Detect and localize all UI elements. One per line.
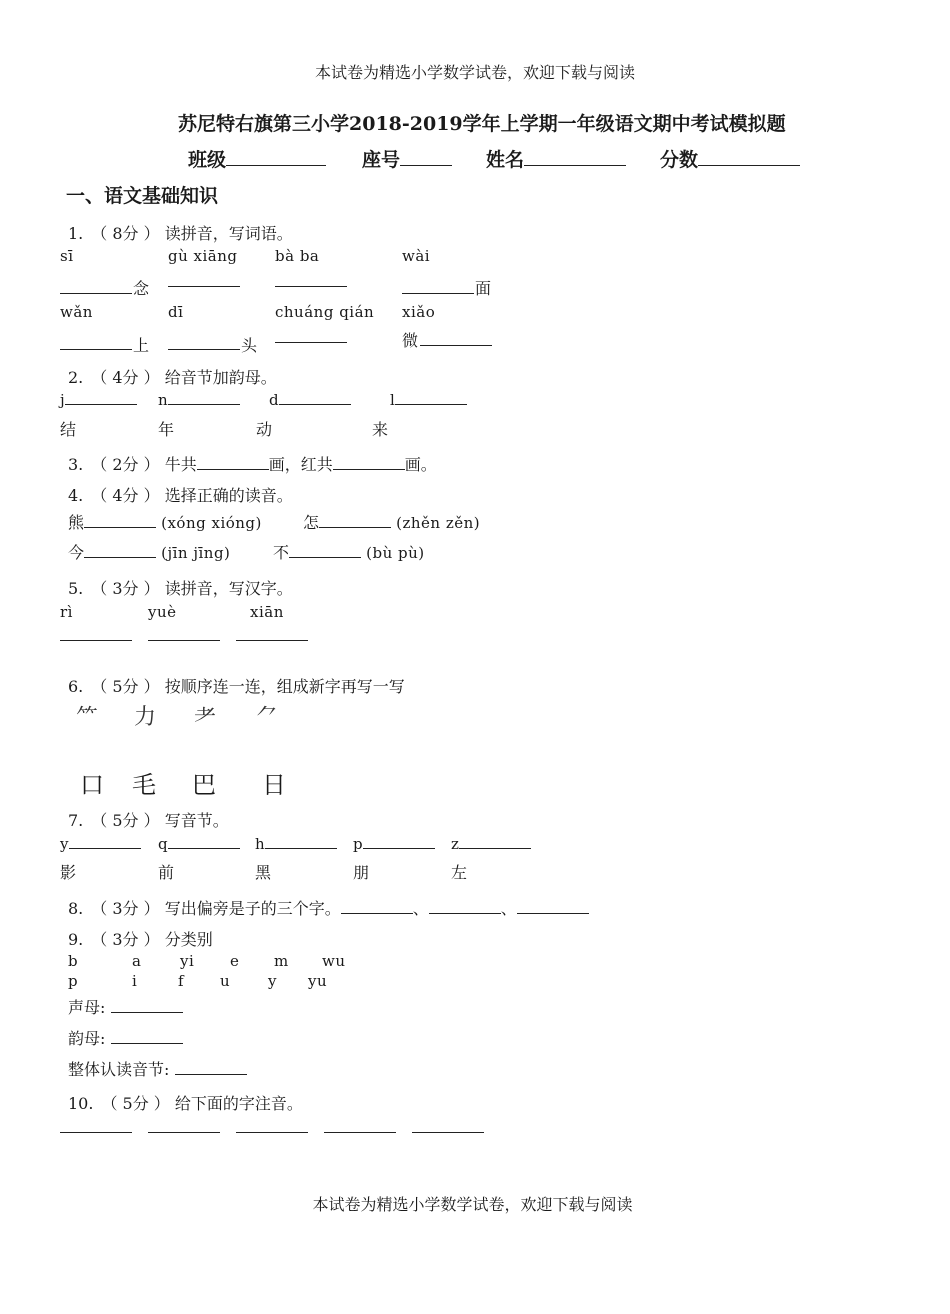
q10-blank-3[interactable] [236, 1132, 308, 1133]
q8-blank-2[interactable] [429, 912, 501, 914]
seat-field [362, 145, 452, 172]
q1-char-nian: 念 [133, 279, 150, 298]
q7-char-1: 影 [60, 863, 77, 882]
q4-blank-2[interactable] [319, 526, 391, 528]
q2-letter-1: j [60, 391, 137, 409]
q6-bottom-4[interactable]: 日 [262, 771, 286, 799]
q1-blank-7[interactable] [275, 342, 347, 343]
q1-char-mian: 面 [475, 279, 492, 298]
q3-blank-1[interactable] [197, 468, 269, 470]
q4-blank-3[interactable] [84, 556, 156, 558]
q9-shengmu: 声母: [68, 995, 183, 1018]
q1-py-6: dī [168, 303, 184, 321]
q4-blank-4[interactable] [289, 556, 361, 558]
q9-r2-2: i [132, 972, 138, 990]
q1-char-wei: 微 [402, 331, 419, 350]
q8-blank-1[interactable] [341, 912, 413, 914]
q5-py-3: xiān [250, 603, 284, 621]
q1-py-3: bà ba [275, 247, 320, 265]
q2-blank-2[interactable] [168, 403, 240, 405]
q7-blank-1[interactable] [69, 847, 141, 849]
q1-blank-8[interactable] [420, 345, 492, 346]
q9-blank-zhengti[interactable] [175, 1073, 247, 1075]
q2-char-3: 动 [256, 420, 273, 439]
score-field [660, 145, 800, 172]
q9-stem: 9. （ 3分 ） 分类别 [68, 930, 213, 949]
q4-item-1: 熊 (xóng xióng) [68, 513, 262, 532]
q2-stem: 2. （ 4分 ） 给音节加韵母。 [68, 368, 277, 387]
q4-item-4: 不 (bù pù) [273, 543, 425, 562]
q10-blank-5[interactable] [412, 1132, 484, 1133]
q9-blank-yunmu[interactable] [111, 1042, 183, 1044]
q9-yunmu: 韵母: [68, 1026, 183, 1049]
q9-r2-3: f [178, 972, 185, 990]
q3-blank-2[interactable] [333, 468, 405, 470]
q9-zhengti: 整体认读音节: [68, 1057, 247, 1080]
q2-letter-2: n [158, 391, 240, 409]
q1-blank-1[interactable] [60, 293, 132, 294]
q1-py-8: xiǎo [402, 303, 436, 321]
q5-blank-3[interactable] [236, 640, 308, 641]
seat-blank[interactable] [400, 164, 452, 166]
score-blank[interactable] [698, 164, 800, 166]
q7-blank-3[interactable] [265, 847, 337, 849]
q10-blank-1[interactable] [60, 1132, 132, 1133]
q6-bottom-2[interactable]: 毛 [132, 771, 156, 799]
score-label: 分数 [660, 149, 699, 171]
q7-letter-4: p [353, 835, 435, 853]
q9-r1-2: a [132, 952, 142, 970]
q1-py-1: sī [60, 247, 74, 265]
section-title: 一、语文基础知识 [66, 185, 219, 207]
q6-bottom-1[interactable]: 口 [80, 771, 104, 799]
page-footer: 本试卷为精选小学数学试卷，欢迎下载与阅读 [312, 1195, 633, 1214]
q4-item-2: 怎 (zhěn zěn) [303, 513, 481, 532]
q9-r1-5: m [274, 952, 289, 970]
class-label: 班级 [188, 149, 227, 171]
q1-stem: 1. （ 8分 ） 读拼音，写词语。 [68, 224, 293, 243]
q7-char-2: 前 [158, 863, 175, 882]
q10-blank-2[interactable] [148, 1132, 220, 1133]
q1-char-tou: 头 [241, 336, 258, 355]
q6-bottom-3[interactable]: 巴 [192, 771, 216, 799]
q1-blank-5[interactable] [60, 349, 132, 350]
q7-char-4: 朋 [353, 863, 370, 882]
q5-stem: 5. （ 3分 ） 读拼音，写汉字。 [68, 579, 293, 598]
q1-blank-2[interactable] [168, 286, 240, 287]
q1-py-7: chuáng qián [275, 303, 375, 321]
q2-letter-4: l [390, 391, 467, 409]
exam-title: 苏尼特右旗第三小学2018-2019学年上学期一年级语文期中考试模拟题 [178, 113, 786, 135]
q9-r1-1: b [68, 952, 79, 970]
q3-line: 3. （ 2分 ） 牛共 画，红共 画。 [68, 455, 437, 474]
q6-top-1[interactable]: ⺮ [76, 705, 99, 730]
q2-char-4: 来 [372, 420, 389, 439]
q1-py-5: wǎn [60, 303, 93, 321]
q6-top-3[interactable]: ⺹ [194, 705, 217, 730]
q6-top-4[interactable]: ⺈ [256, 705, 279, 730]
seat-label: 座号 [362, 149, 401, 171]
q1-py-2: gù xiāng [168, 247, 238, 265]
q8-line: 8. （ 3分 ） 写出偏旁是子的三个字。 、 、 [68, 896, 589, 919]
q6-stem: 6. （ 5分 ） 按顺序连一连，组成新字再写一写 [68, 677, 405, 696]
q6-top-2[interactable]: 力 [134, 705, 157, 730]
page-header: 本试卷为精选小学数学试卷，欢迎下载与阅读 [314, 63, 635, 82]
q7-letter-2: q [158, 835, 240, 853]
q2-letter-3: d [269, 391, 351, 409]
q1-py-4: wài [402, 247, 431, 265]
q7-letter-3: h [255, 835, 337, 853]
q2-blank-1[interactable] [65, 403, 137, 405]
q7-blank-5[interactable] [459, 847, 531, 849]
name-field [486, 145, 626, 172]
q1-blank-3[interactable] [275, 286, 347, 287]
q10-blank-4[interactable] [324, 1132, 396, 1133]
q7-char-3: 黑 [255, 863, 272, 882]
q9-r2-1: p [68, 972, 79, 990]
q10-stem: 10. （ 5分 ） 给下面的字注音。 [68, 1094, 303, 1113]
q7-blank-2[interactable] [168, 847, 240, 849]
q8-blank-3[interactable] [517, 912, 589, 914]
q9-r2-5: y [268, 972, 277, 990]
name-blank[interactable] [524, 164, 626, 166]
q5-py-1: rì [60, 603, 73, 621]
q1-blank-6[interactable] [168, 349, 240, 350]
q4-item-3: 今 (jīn jīng) [68, 543, 231, 562]
q7-letter-5: z [451, 835, 531, 853]
q9-blank-shengmu[interactable] [111, 1011, 183, 1013]
q5-blank-1[interactable] [60, 640, 132, 641]
q5-py-2: yuè [148, 603, 177, 621]
q4-stem: 4. （ 4分 ） 选择正确的读音。 [68, 486, 293, 505]
q2-char-1: 结 [60, 420, 77, 439]
q2-blank-3[interactable] [279, 403, 351, 405]
q2-char-2: 年 [158, 420, 175, 439]
q7-letter-1: y [60, 835, 141, 853]
q2-blank-4[interactable] [395, 403, 467, 405]
q9-r2-6: yu [308, 972, 328, 990]
q1-char-shang: 上 [133, 336, 150, 355]
name-label: 姓名 [486, 149, 525, 171]
q7-stem: 7. （ 5分 ） 写音节。 [68, 811, 229, 830]
q5-blank-2[interactable] [148, 640, 220, 641]
q9-r1-6: wu [322, 952, 346, 970]
q1-blank-4[interactable] [402, 293, 474, 294]
q4-blank-1[interactable] [84, 526, 156, 528]
q9-r1-4: e [230, 952, 240, 970]
q9-r1-3: yi [180, 952, 195, 970]
q9-r2-4: u [220, 972, 231, 990]
q7-char-5: 左 [451, 863, 468, 882]
q7-blank-4[interactable] [363, 847, 435, 849]
class-field [188, 145, 326, 172]
class-blank[interactable] [226, 164, 326, 166]
